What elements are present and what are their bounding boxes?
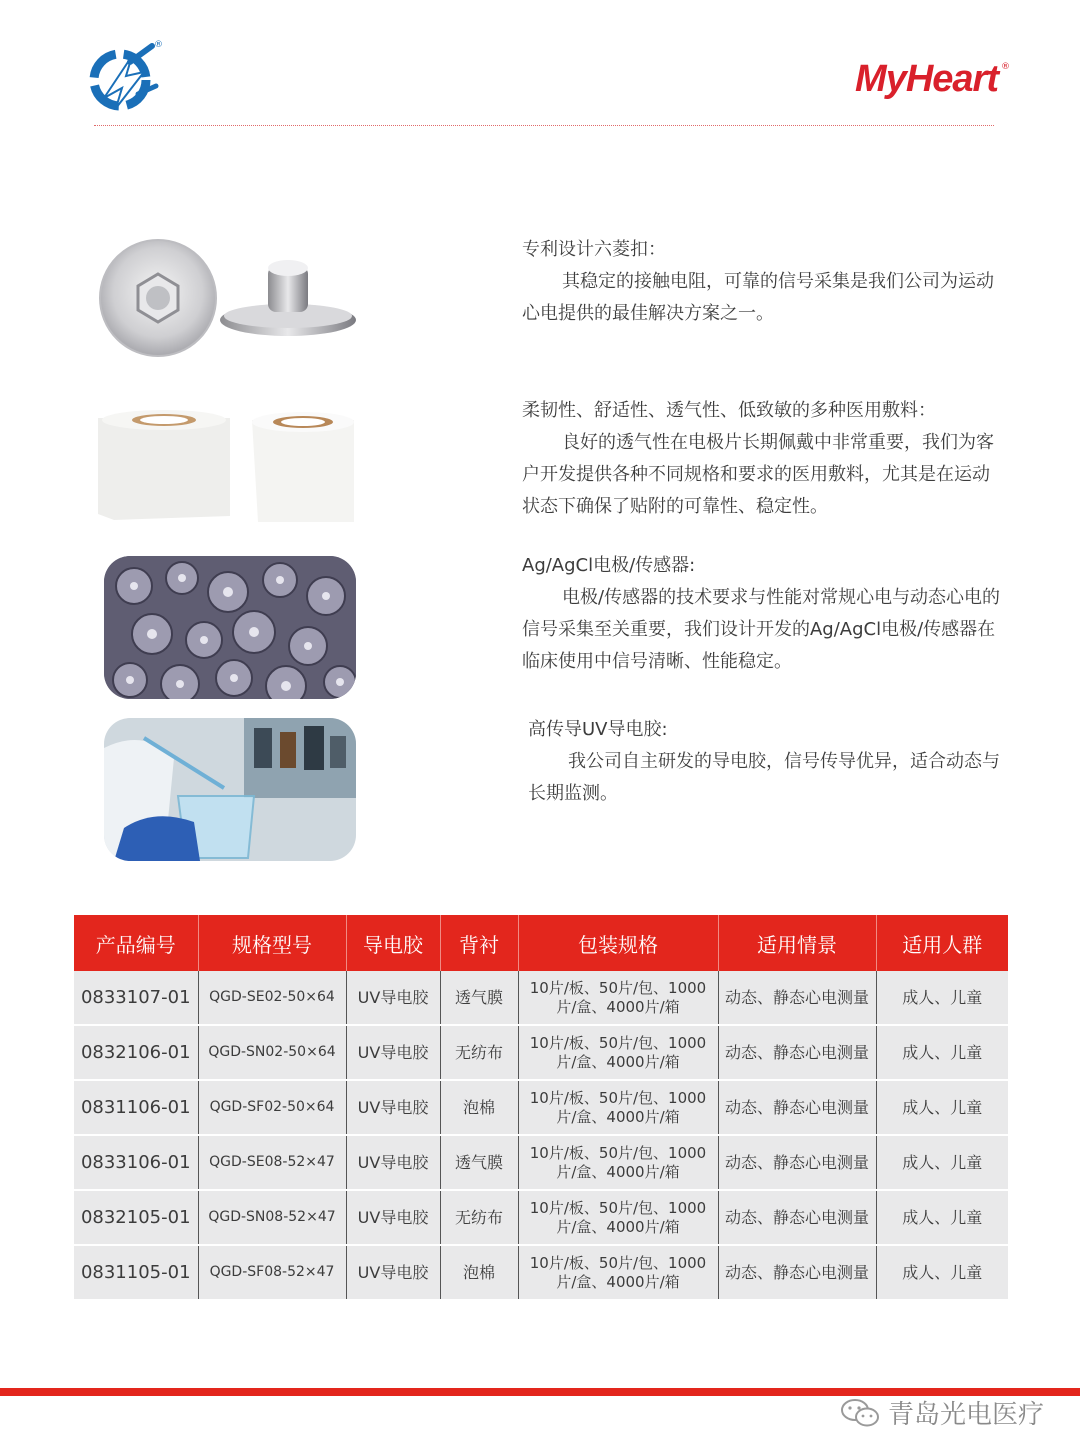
packaging-cell: 10片/板、50片/包、1000片/盒、4000片/箱 [518,1080,718,1135]
product-code-cell: 0833107-01 [74,971,198,1025]
feature-title: 柔韧性、舒适性、透气性、低致敏的多种医用敷料： [522,400,936,421]
backing-cell: 泡棉 [440,1080,518,1135]
table-row [74,1245,1008,1300]
header-population: 适用人群 [876,915,1008,971]
feature-uv-gel [528,714,1008,810]
table-row [74,971,1008,1025]
packaging-cell: 10片/板、50片/包、1000片/盒、4000片/箱 [518,1190,718,1245]
company-logo [86,38,166,114]
population-cell: 成人、儿童 [876,1190,1008,1245]
brand-logo [855,58,1010,102]
scenario-cell: 动态、静态心电测量 [718,1135,876,1190]
population-cell: 成人、儿童 [876,1245,1008,1300]
feature-title: Ag/AgCl电极/传感器: [522,555,696,576]
backing-cell: 无纺布 [440,1190,518,1245]
header-packaging: 包装规格 [518,915,718,971]
product-spec-table [74,915,1008,1301]
backing-cell: 透气膜 [440,1135,518,1190]
feature-title: 专利设计六菱扣： [522,239,666,260]
backing-cell: 透气膜 [440,971,518,1025]
gel-cell: UV导电胶 [346,1080,440,1135]
model-cell: QGD-SE08-52×47 [198,1135,346,1190]
gel-cell: UV导电胶 [346,1025,440,1080]
header-gel: 导电胶 [346,915,440,971]
scenario-cell: 动态、静态心电测量 [718,1245,876,1300]
gel-cell: UV导电胶 [346,1190,440,1245]
feature-body: 良好的透气性在电极片长期佩戴中非常重要，我们为客户开发提供各种不同规格和要求的医用敷料，尤其是在运动状态下确保了贴附的可靠性、稳定性。 [522,432,994,517]
feature-body: 我公司自主研发的导电胶，信号传导优异，适合动态与长期监测。 [528,751,1000,804]
hexagon-snap-button-photo [96,232,370,362]
scenario-cell: 动态、静态心电测量 [718,971,876,1025]
table-row [74,1190,1008,1245]
header-backing: 背衬 [440,915,518,971]
medical-tape-rolls-photo [92,404,362,528]
agcl-sensors-photo [104,556,356,699]
model-cell: QGD-SF08-52×47 [198,1245,346,1300]
scenario-cell: 动态、静态心电测量 [718,1080,876,1135]
model-cell: QGD-SN08-52×47 [198,1190,346,1245]
brand-name: MyHeart [855,58,998,100]
backing-cell: 泡棉 [440,1245,518,1300]
header-model: 规格型号 [198,915,346,971]
population-cell: 成人、儿童 [876,1080,1008,1135]
feature-body: 电极/传感器的技术要求与性能对常规心电与动态心电的信号采集至关重要，我们设计开发的Ag/AgCl电极/传感器在临床使用中信号清晰、性能稳定。 [522,587,1001,672]
table-row [74,1025,1008,1080]
population-cell: 成人、儿童 [876,971,1008,1025]
feature-body: 其稳定的接触电阻，可靠的信号采集是我们公司为运动心电提供的最佳解决方案之一。 [522,271,994,324]
scenario-cell: 动态、静态心电测量 [718,1025,876,1080]
feature-agcl-sensor [522,550,1002,678]
product-code-cell: 0833106-01 [74,1135,198,1190]
product-code-cell: 0832106-01 [74,1025,198,1080]
wechat-icon [840,1397,880,1429]
scenario-cell: 动态、静态心电测量 [718,1190,876,1245]
population-cell: 成人、儿童 [876,1025,1008,1080]
feature-hexagon-snap [522,234,1002,330]
watermark [840,1394,1044,1431]
model-cell: QGD-SN02-50×64 [198,1025,346,1080]
table-header-row [74,915,1008,971]
model-cell: QGD-SE02-50×64 [198,971,346,1025]
lab-gel-photo [104,718,356,861]
gel-cell: UV导电胶 [346,1245,440,1300]
logo-registered-mark: ® [154,40,163,50]
brand-registered-mark: ® [1001,62,1010,72]
header-scenario: 适用情景 [718,915,876,971]
feature-medical-dressing [522,395,1002,523]
backing-cell: 无纺布 [440,1025,518,1080]
table-row [74,1135,1008,1190]
packaging-cell: 10片/板、50片/包、1000片/盒、4000片/箱 [518,1025,718,1080]
watermark-text: 青岛光电医疗 [887,1400,1044,1430]
packaging-cell: 10片/板、50片/包、1000片/盒、4000片/箱 [518,1135,718,1190]
gel-cell: UV导电胶 [346,1135,440,1190]
product-code-cell: 0831106-01 [74,1080,198,1135]
header-product-code: 产品编号 [74,915,198,971]
packaging-cell: 10片/板、50片/包、1000片/盒、4000片/箱 [518,1245,718,1300]
gel-cell: UV导电胶 [346,971,440,1025]
header-divider [94,125,994,126]
product-code-cell: 0831105-01 [74,1245,198,1300]
feature-title: 高传导UV导电胶: [528,719,668,740]
table-row [74,1080,1008,1135]
product-code-cell: 0832105-01 [74,1190,198,1245]
packaging-cell: 10片/板、50片/包、1000片/盒、4000片/箱 [518,971,718,1025]
population-cell: 成人、儿童 [876,1135,1008,1190]
model-cell: QGD-SF02-50×64 [198,1080,346,1135]
